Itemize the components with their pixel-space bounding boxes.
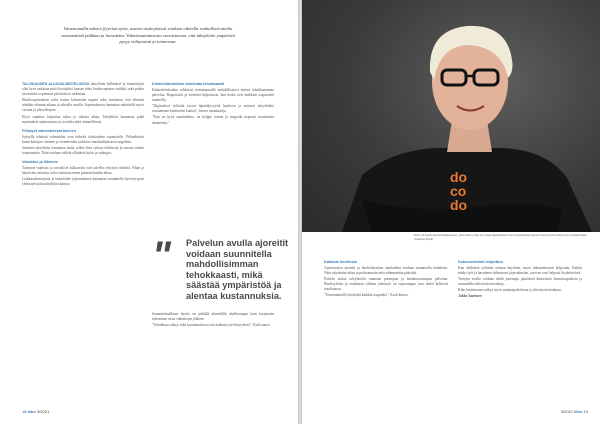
shirt-logo-icon [450,169,467,213]
section-heading: Piilotyöt valmistelevat talveen [22,128,77,133]
svg-text:do: do [450,197,468,213]
quote-mark-icon: " [152,234,171,278]
lead-paragraph [22,82,144,97]
right-column-1 [324,260,448,300]
intro-text: Varastomalla tahoen fiyveisä ojoin, asunto-osaleyksissä voidaan odotella rauhallisin mielin ensimmäistä palkkaa ja luovutetta. Valmistautumisesta vuonistetaan, että täksyhtiön ympäristö pysyy viihtyisänä ja toimivana. [60,26,236,45]
magazine-name: kiho [574,409,583,414]
body-paragraph: Kiinteistönhoidon sähköiset toimintamallit mahdollistavat entistä tehokkaamman palvelun. Raportointi ja viestintä helpottuvat, kun tiedot ovat kaikkien osapuolten saatavilla. [152,88,274,103]
page-number: 18 [22,409,27,414]
lead-text: taloyhtiön hallitukset ja isännöitsijät olisi hyvä tarkistaa mitä lisoiityhtiö kansan tehty huoltosopimus sisältää, sekä pohtia tarvitseeko sopimusta päivittää tai tarkentaa. [22,82,144,97]
section-heading: Dokumentointi helpottuu [458,260,503,264]
body-paragraph: Kun sähköiset työkalut otetaan käyttöön, myös dokumentointi helpottuu. Kaikki tehdyt työt ja havainnot tallentuvat järjestelmään, josta ne ovat helposti löydettävissä. [458,266,582,276]
author-signature: Jukka Saarinen [458,294,482,299]
page-footer-right [561,409,588,414]
body-paragraph: Hyvä sopimus helpottaa arkea ja säästää aikaa. Taloyhtiön kannattaa pitää sopimukset ajantasaisina ja arvioida niitä säännöllisesti. [22,114,144,124]
pull-quote: Palvelun avulla ajoreitit voidaan suunnitella mahdollisimman tehokkaasti, mikä säästää ympäristöä ja alentaa kustannuksia. [186,238,289,301]
body-paragraph: Jokaisen taloyhtiön kannattaa laatia selkeä lista syksyn tehtävistä ja seurata niiden toteutumista. Näin voidaan välttää yllättävät kulut ja vahingot. [22,145,144,156]
right-column-2 [458,260,582,301]
section-heading: Kiinteistönhoidon toimintaa tehokkaasti [152,82,225,86]
page-footer-left [22,409,49,414]
left-column-2-bottom [152,312,274,329]
issue-number: 3/2021 [36,409,50,414]
lead-heading: TALVIKAUDEN ALKUVALMISTELUISSA [22,82,90,86]
issue-number: 3/2021 [560,409,574,414]
left-page [0,0,298,424]
body-paragraph: "Digitaaliset työkalut tuovat läpinäkyvyyttä huoltoon ja auttavat taloyhtiöitä seuraamaan kiinteistön kuntoa", kertoo asiantuntija. [152,104,274,114]
left-column-2 [152,82,274,127]
body-paragraph: "Tehokkuus näkyy sekä kustannuksissa että asukastyytyväisyydessä", Kraft sanoo. [152,323,271,328]
right-page [302,0,600,424]
section-heading: Kattavia huollosta [324,260,357,264]
magazine-name: kiho [27,409,36,414]
photo-caption: Kiho on koyiia palveluikokouseen, joita koko yritys voi ottaa käyttöönsä ennen tarpeellisiä sopivat solut, kertoo Kiho Oy:n asiantuntija Johanna Kraft. [414,233,587,241]
section-heading: Valaistus ja liikenne [22,160,58,165]
body-paragraph: Kiho luotettavuus näkyy myös asiakaspalvelussa ja yhteistyön laadussa. [458,288,562,293]
svg-text:do: do [450,169,468,185]
body-paragraph: Suunnitelmallinen huolto on pitkällä aikavälillä edullisempaa kuin korjausten tekeminen vasta vahinkojen jälkeen. [152,312,274,322]
body-paragraph: "Kun on hyvä suunnitelma, on helppo toimia ja reagoida nopeasti muuttuviin tilanteisiin." [152,115,274,125]
body-paragraph: Toimivat valaistus ja turvalliset kulkureitit ovat talvella erityisen tärkeitä. Pihan ja käytävien valaistus tulisi tarkistaa ennen pimeän kauden alkua. [22,166,144,176]
body-paragraph: Huoltosopimuksen tulisi kattaa kiinteistön tarpeet sekä varmistaa, että tehtävät tehdään oikeaan aikaan ja oikealla tavalla. Sopimuksessa kannattaa määritellä myös vastuut ja yhteydenpito. [22,98,144,113]
body-paragraph: Tietojen avulla voidaan tehdä parempia päätöksiä kiinteistön kunnossapidosta ja suunnitella tulevia investointeja. [458,277,582,287]
page-number: 19 [583,409,588,414]
left-column-1 [22,82,144,189]
body-paragraph: Syksyllä tehtävät valmistelut ovat tärkeitä talvikauden sujumiselle. Piilotehtävät kuten kattojen, rännien ja viemäreiden tarkistus ennaltaehkäisevät ongelmia. [22,134,144,144]
portrait-photo [302,0,600,232]
body-paragraph: Palvelu auttaa taloyhtiöitä saamaan parempaa ja ennakoitavampaa palvelua. Huoltoyhtiön ja asiakkaan välinen yhteistyö on sujuvampaa, kun tiedot kulkevat reaaliajassa. [324,277,448,292]
body-paragraph: Liukkaudentorjunta ja lumitöiden järjestäminen kannattaa suunnitella hyvissä ajoin yhteistyössä huoltoyhtiön kanssa. [22,177,144,187]
body-paragraph: Ajoneuvojen ajoreitit ja huoltokäyntien ajankohdat voidaan suunnitella etukäteen. Näin säästetään aikaa ja polttoainetta sekä vähennetään päästöjä. [324,266,448,276]
svg-text:co: co [450,183,467,199]
body-paragraph: "Toimintamalli hyödyttää kaikkia osapuolia", Kraft kertoo. [324,293,409,298]
portrait-illustration [302,0,600,232]
